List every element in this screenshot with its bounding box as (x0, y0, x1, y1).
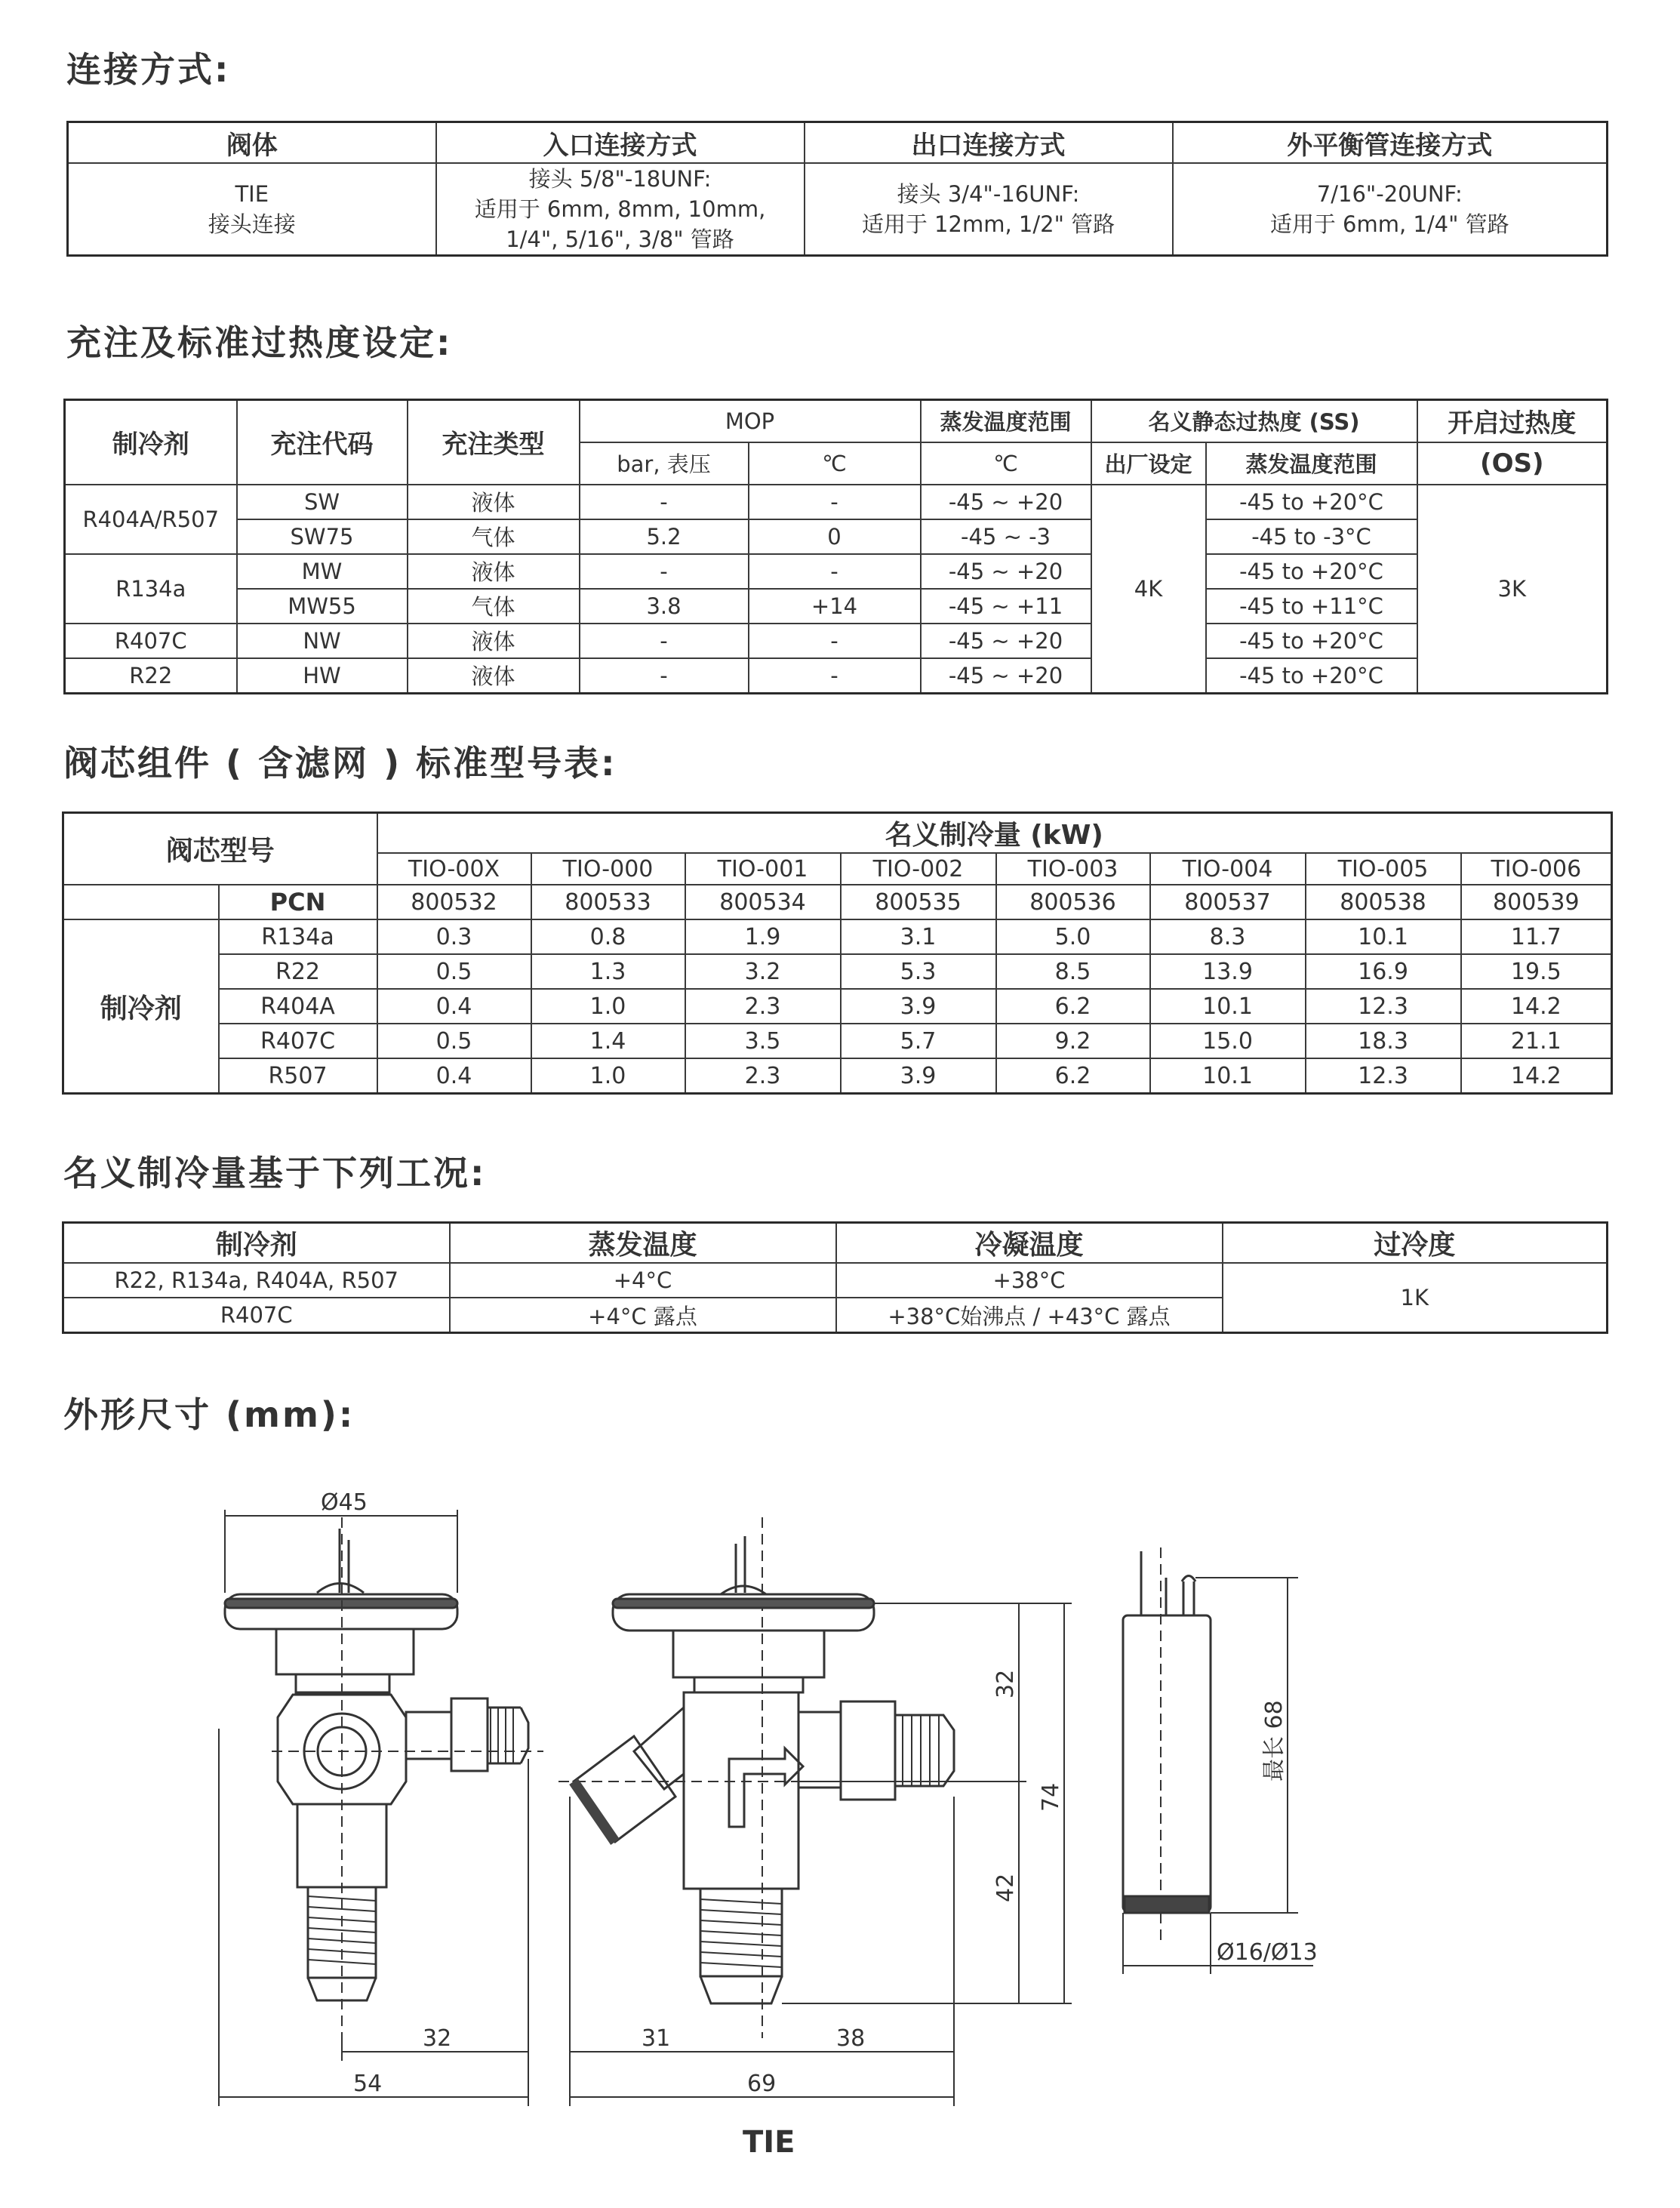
pcn-cell: 800533 (531, 885, 685, 919)
h-evap-unit: ℃ (921, 442, 1091, 485)
cell-outlet: 接头 3/4"-16UNF: 适用于 12mm, 1/2" 管路 (805, 163, 1173, 256)
h-cond-evap: 蒸发温度 (450, 1223, 836, 1264)
dim-69-label: 69 (747, 2071, 777, 2097)
capacity-cell: 0.4 (377, 989, 531, 1024)
capacity-cell: 8.3 (1150, 919, 1306, 954)
charge-title: 充注及标准过热度设定: (66, 322, 453, 363)
col-header-body: 阀体 (68, 122, 436, 164)
capacity-cell: 2.3 (685, 1058, 841, 1094)
dim-length68-label: 最长 68 (1261, 1700, 1288, 1781)
evap-cell: -45 ~ +20 (921, 485, 1091, 519)
capacity-cell: 11.7 (1461, 919, 1612, 954)
conditions-title: 名义制冷量基于下列工况: (63, 1153, 487, 1193)
dim-42-label: 42 (992, 1873, 1019, 1902)
refrigerant-cell: R22 (65, 658, 237, 694)
ss-range-cell: -45 to +20°C (1206, 624, 1417, 658)
mop-c-cell: - (749, 624, 921, 658)
h-cond-condensing: 冷凝温度 (836, 1223, 1223, 1264)
capacity-cell: 5.7 (841, 1024, 996, 1058)
capacity-cell: 10.1 (1150, 1058, 1306, 1094)
dim-38-label: 38 (836, 2025, 866, 2052)
capacity-cell: 16.9 (1306, 954, 1461, 989)
refrigerant-cell: R407C (65, 624, 237, 658)
connection-title: 连接方式: (66, 49, 231, 90)
capacity-cell: 14.2 (1461, 989, 1612, 1024)
col-header-equalizer: 外平衡管连接方式 (1173, 122, 1608, 164)
capacity-cell: 1.0 (531, 989, 685, 1024)
mop-bar-cell: - (580, 624, 749, 658)
dim-54-label: 54 (353, 2071, 383, 2097)
mop-c-cell: - (749, 485, 921, 519)
type-cell: 气体 (408, 519, 580, 554)
capacity-cell: 1.3 (531, 954, 685, 989)
core-refrigerant-name: R507 (219, 1058, 377, 1094)
cell-inlet: 接头 5/8"-18UNF: 适用于 6mm, 8mm, 10mm, 1/4", 5/16", 3/8" 管路 (436, 163, 805, 256)
pcn-label: PCN (219, 885, 377, 919)
col-header-outlet: 出口连接方式 (805, 122, 1173, 164)
core-model-cell: TIO-005 (1306, 853, 1461, 885)
ss-range-cell: -45 to +20°C (1206, 658, 1417, 694)
core-refrigerant-name: R22 (219, 954, 377, 989)
h-cond-subcool: 过冷度 (1223, 1223, 1608, 1264)
cell-equalizer: 7/16"-20UNF: 适用于 6mm, 1/4" 管路 (1173, 163, 1608, 256)
dim-dia16-label: Ø16/Ø13 (1217, 1939, 1318, 1966)
capacity-cell: 6.2 (996, 1058, 1150, 1094)
mop-c-cell: +14 (749, 589, 921, 624)
capacity-cell: 21.1 (1461, 1024, 1612, 1058)
core-model-cell: TIO-002 (841, 853, 996, 885)
core-model-cell: TIO-00X (377, 853, 531, 885)
mop-c-cell: 0 (749, 519, 921, 554)
h-mop: MOP (580, 400, 921, 442)
col-header-inlet: 入口连接方式 (436, 122, 805, 164)
dim-31-label: 31 (642, 2025, 671, 2052)
capacity-cell: 0.3 (377, 919, 531, 954)
h-mop-bar: bar, 表压 (580, 442, 749, 485)
h-factory-setting: 出厂设定 (1091, 442, 1206, 485)
mop-bar-cell: 5.2 (580, 519, 749, 554)
mop-bar-cell: - (580, 554, 749, 589)
h-mop-c: ℃ (749, 442, 921, 485)
capacity-cell: 0.5 (377, 954, 531, 989)
dim-32-vertical-label: 32 (992, 1669, 1019, 1698)
evap-cell: -45 ~ +11 (921, 589, 1091, 624)
capacity-cell: 3.1 (841, 919, 996, 954)
ss-range-cell: -45 to +11°C (1206, 589, 1417, 624)
h-cond-refrigerant: 制冷剂 (63, 1223, 450, 1264)
code-cell: NW (237, 624, 408, 658)
capacity-cell: 1.4 (531, 1024, 685, 1058)
cond-cond-cell: +38°C (836, 1263, 1223, 1298)
capacity-cell: 0.5 (377, 1024, 531, 1058)
type-cell: 液体 (408, 485, 580, 519)
capacity-cell: 0.8 (531, 919, 685, 954)
core-title: 阀芯组件 ( 含滤网 ) 标准型号表: (63, 743, 617, 784)
mop-bar-cell: - (580, 485, 749, 519)
h-capacity: 名义制冷量 (kW) (377, 813, 1612, 854)
type-cell: 液体 (408, 658, 580, 694)
capacity-cell: 3.5 (685, 1024, 841, 1058)
cond-subcool-cell: 1K (1223, 1263, 1608, 1333)
core-model-cell: TIO-006 (1461, 853, 1612, 885)
capacity-cell: 13.9 (1150, 954, 1306, 989)
evap-cell: -45 ~ +20 (921, 624, 1091, 658)
mop-bar-cell: - (580, 658, 749, 694)
capacity-cell: 3.9 (841, 1058, 996, 1094)
capacity-cell: 12.3 (1306, 989, 1461, 1024)
mop-bar-cell: 3.8 (580, 589, 749, 624)
pcn-cell: 800539 (1461, 885, 1612, 919)
mop-c-cell: - (749, 554, 921, 589)
dimensions-title: 外形尺寸 (mm): (63, 1394, 355, 1435)
os-cell: 3K (1417, 485, 1608, 694)
capacity-cell: 1.0 (531, 1058, 685, 1094)
pcn-cell: 800537 (1150, 885, 1306, 919)
core-model-cell: TIO-000 (531, 853, 685, 885)
h-evap-range: 蒸发温度范围 (921, 400, 1091, 442)
dim-dia45-label: Ø45 (321, 1489, 368, 1516)
type-cell: 液体 (408, 624, 580, 658)
capacity-cell: 5.0 (996, 919, 1150, 954)
evap-cell: -45 ~ -3 (921, 519, 1091, 554)
code-cell: HW (237, 658, 408, 694)
capacity-cell: 18.3 (1306, 1024, 1461, 1058)
ss-range-cell: -45 to -3°C (1206, 519, 1417, 554)
code-cell: MW55 (237, 589, 408, 624)
core-refrigerant-name: R404A (219, 989, 377, 1024)
h-charge-type: 充注类型 (408, 400, 580, 485)
type-cell: 气体 (408, 589, 580, 624)
capacity-cell: 6.2 (996, 989, 1150, 1024)
dim-74-label: 74 (1038, 1782, 1064, 1812)
core-refrigerant-label: 制冷剂 (63, 919, 219, 1094)
cond-evap-cell: +4°C 露点 (450, 1298, 836, 1333)
h-os-unit: (OS) (1417, 442, 1608, 485)
valve-front-view (574, 1536, 954, 2003)
refrigerant-cell: R404A/R507 (65, 485, 237, 554)
pcn-cell: 800532 (377, 885, 531, 919)
capacity-cell: 2.3 (685, 989, 841, 1024)
capacity-cell: 8.5 (996, 954, 1150, 989)
code-cell: SW (237, 485, 408, 519)
capacity-cell: 14.2 (1461, 1058, 1612, 1094)
capacity-cell: 0.4 (377, 1058, 531, 1094)
h-charge-code: 充注代码 (237, 400, 408, 485)
cond-ref-cell: R22, R134a, R404A, R507 (63, 1263, 450, 1298)
capacity-cell: 3.2 (685, 954, 841, 989)
h-refrigerant: 制冷剂 (65, 400, 237, 485)
capacity-cell: 5.3 (841, 954, 996, 989)
core-refrigerant-name: R134a (219, 919, 377, 954)
core-refrigerant-name: R407C (219, 1024, 377, 1058)
code-cell: SW75 (237, 519, 408, 554)
type-cell: 液体 (408, 554, 580, 589)
h-ss-range: 蒸发温度范围 (1206, 442, 1417, 485)
capacity-cell: 3.9 (841, 989, 996, 1024)
pcn-cell: 800536 (996, 885, 1150, 919)
pcn-cell: 800538 (1306, 885, 1461, 919)
code-cell: MW (237, 554, 408, 589)
capacity-cell: 1.9 (685, 919, 841, 954)
core-model-cell: TIO-003 (996, 853, 1150, 885)
h-core-model: 阀芯型号 (63, 813, 377, 885)
ss-range-cell: -45 to +20°C (1206, 554, 1417, 589)
sensing-bulb-view (1123, 1551, 1211, 1913)
valve-side-view (225, 1529, 528, 2000)
ss-range-cell: -45 to +20°C (1206, 485, 1417, 519)
cond-evap-cell: +4°C (450, 1263, 836, 1298)
drawing-caption: TIE (743, 2125, 795, 2160)
refrigerant-cell: R134a (65, 554, 237, 624)
capacity-cell: 9.2 (996, 1024, 1150, 1058)
pcn-cell: 800535 (841, 885, 996, 919)
capacity-cell: 19.5 (1461, 954, 1612, 989)
core-model-cell: TIO-004 (1150, 853, 1306, 885)
capacity-cell: 10.1 (1306, 919, 1461, 954)
cond-cond-cell: +38°C始沸点 / +43°C 露点 (836, 1298, 1223, 1333)
h-static-superheat: 名义静态过热度 (SS) (1091, 400, 1417, 442)
capacity-cell: 10.1 (1150, 989, 1306, 1024)
h-opening-superheat: 开启过热度 (1417, 400, 1608, 442)
cell-body: TIE 接头连接 (68, 163, 436, 256)
capacity-cell: 12.3 (1306, 1058, 1461, 1094)
dim-32-left-label: 32 (423, 2025, 452, 2052)
capacity-cell: 15.0 (1150, 1024, 1306, 1058)
evap-cell: -45 ~ +20 (921, 554, 1091, 589)
evap-cell: -45 ~ +20 (921, 658, 1091, 694)
cond-ref-cell: R407C (63, 1298, 450, 1333)
mop-c-cell: - (749, 658, 921, 694)
pcn-cell: 800534 (685, 885, 841, 919)
factory-setting-cell: 4K (1091, 485, 1206, 694)
core-model-cell: TIO-001 (685, 853, 841, 885)
